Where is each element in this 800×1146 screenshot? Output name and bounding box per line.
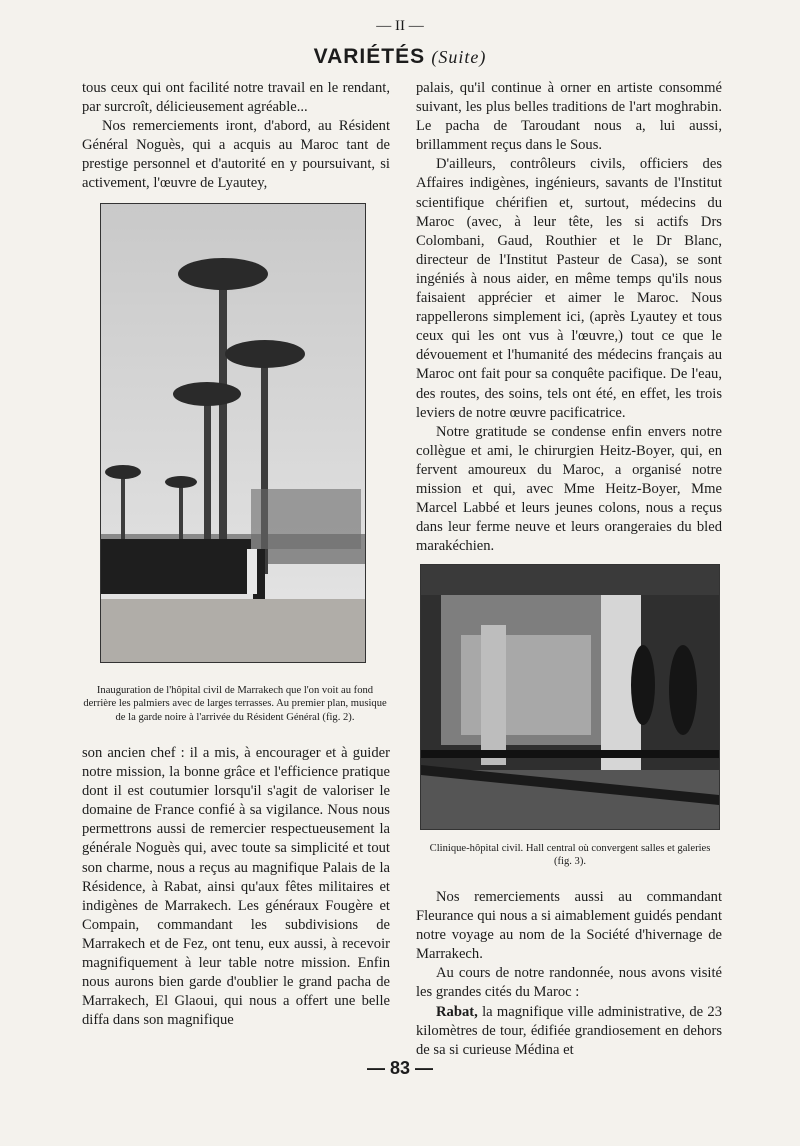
paragraph: Notre gratitude se condense enfin envers notre collègue et ami, le chirurgien Heitz-Boyer, qui, en fervent amoureux du Maroc, a organisé notre mission et qui, avec Mme Heitz-Boyer, Mme Marcel Labbé et leurs jeunes colons, nous a reçus dans leur ferme neuve et leurs orangeraies du bled marakéchien. — [416, 423, 722, 555]
left-column-top — [82, 79, 390, 194]
palm-trees-image — [101, 204, 365, 662]
page-number-top: — II — — [376, 18, 424, 34]
right-column-bottom — [416, 888, 722, 1060]
photo-palm-trees — [100, 203, 366, 663]
right-column-top — [416, 79, 722, 556]
paragraph: D'ailleurs, contrôleurs civils, officiers des Affaires indigènes, ingénieurs, savants de l'Institut scientifique chérifien et, surtout, médecins du Maroc (avec, à leur tête, les si actifs Drs Colombani, Gaud, Routhier et le Dr Blanc, directeur de l'Institut Pasteur de Casa), se sont ingéniés à nous aider, en même temps qu'ils nous faisaient apprécier et aimer le Maroc. Nous rappellerons simplement ici, (après Lyautey et tous ceux qui les ont vus à l'œuvre,) tout ce que le dévouement et l'humanité des médecins français au Maroc ont fait pour sa conquête pacifique. De l'eau, des routes, des soins, tels ont été, en effet, les trois leviers de notre œuvre pacificatrice. — [416, 156, 722, 421]
paragraph: Nos remerciements aussi au commandant Fleurance qui nous a si aimablement guidés pendant notre voyage au nom de la Société d'hivernage de Marrakech. — [416, 889, 722, 963]
photo-hospital-hall — [420, 564, 720, 830]
running-head — [0, 44, 800, 69]
city-name: Rabat, — [436, 1003, 478, 1020]
paragraph: Nos remerciements iront, d'abord, au Résident Général Noguès, qui a acquis au Maroc tant de prestige personnel et d'autorité en y poursuivant, si activement, l'œuvre de Lyautey, — [82, 118, 390, 192]
left-column-bottom — [82, 744, 390, 1030]
section-title: VARIÉTÉS — [313, 45, 426, 68]
section-title-suffix: (Suite) — [431, 47, 487, 67]
paragraph: tous ceux qui ont facilité notre travail en le rendant, par surcroît, délicieusement agréable... — [82, 80, 390, 116]
figure-2-caption: Inauguration de l'hôpital civil de Marrakech que l'on voit au fond derrière les palmiers avec de larges terrasses. Au premier plan, musique de la garde noire à l'arrivée du Résident Général (fig. 2). — [83, 685, 387, 723]
paragraph-text: la magnifique ville administrative, de 23 kilomètres de tour, édifiée grandiosement en dehors de sa si curieuse Médina et — [416, 1003, 722, 1058]
paragraph: palais, qu'il continue à orner en artiste consommé suivant, les plus belles traditions de l'art moghrabin. Le pacha de Taroudant nous a, lui aussi, brillamment reçus dans le Sous. — [416, 80, 722, 154]
paragraph — [416, 1003, 722, 1060]
paragraph: Au cours de notre randonnée, nous avons visité les grandes cités du Maroc : — [416, 965, 722, 1001]
figure-3-caption: Clinique-hôpital civil. Hall central où convergent salles et galeries (fig. 3). — [429, 843, 711, 868]
hospital-hall-image — [421, 565, 719, 829]
page-number-bottom: — 83 — — [366, 1058, 434, 1078]
paragraph: son ancien chef : il a mis, à encourager et à guider notre mission, la bonne grâce et l'efficience pratique dont il est coutumier lorsqu'il s'agit de valoriser le domaine de France confié à sa vigilance. Nous nous permettrons aussi de remercier respectueusement la générale Noguès qui, avec toute sa simplicité et tout son charme, nous a reçus au magnifique Palais de la Résidence, à Rabat, ainsi qu'aux fêtes militaires et indigènes de Marrakech. Les généraux Fougère et Compain, commandant les subdivisions de Marrakech et de Fez, ont tenu, eux aussi, à recevoir magnifiquement à leur table notre mission. Enfin nous aurons bien garde d'oublier le grand pacha de Marrakech, El Glaoui, qui nous a offert une belle diffa dans son magnifique — [82, 745, 390, 1029]
